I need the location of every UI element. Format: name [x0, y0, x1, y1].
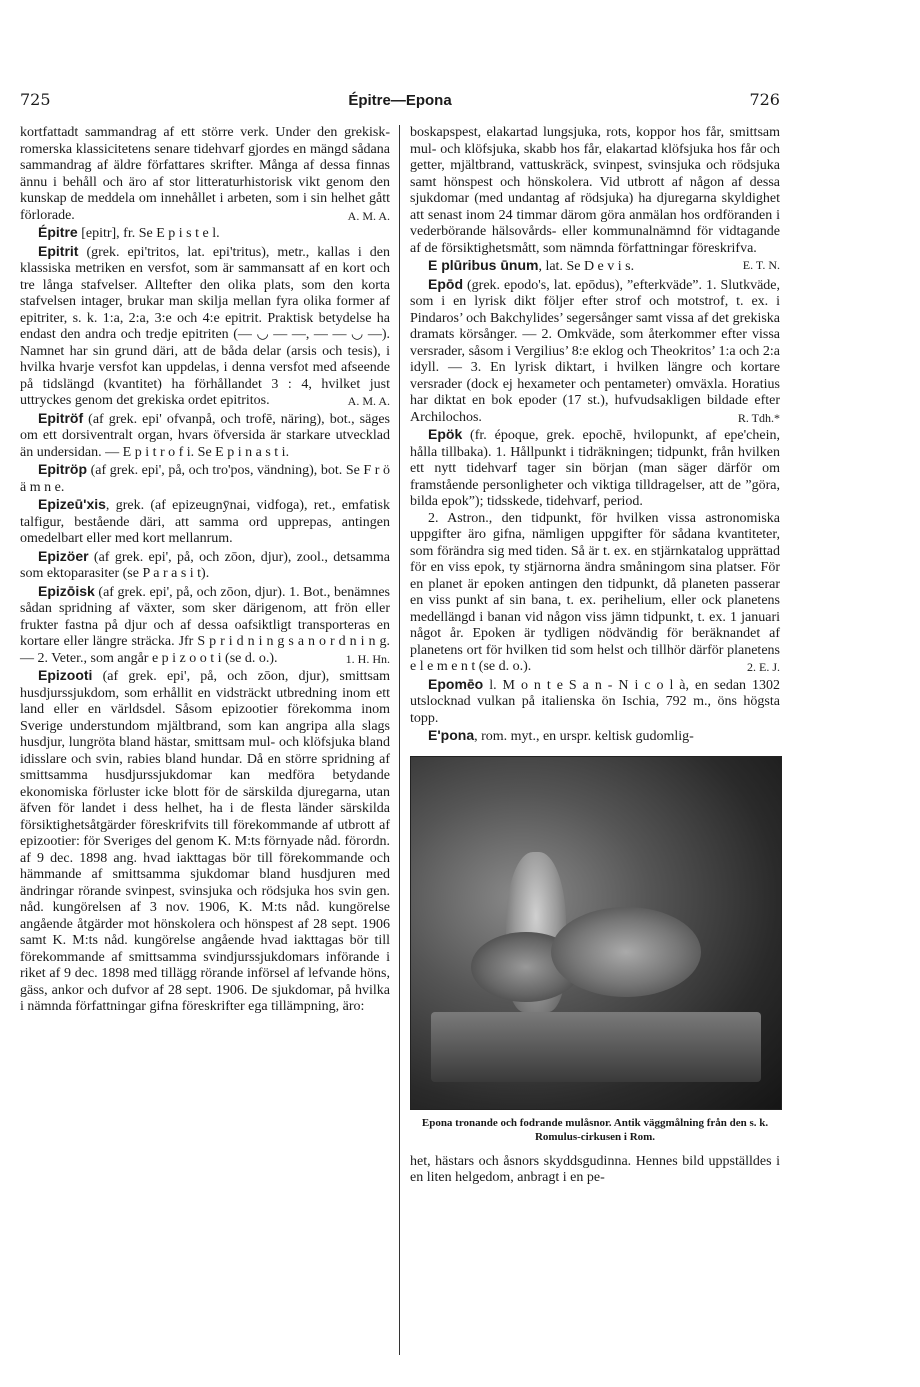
entry-epizooti [20, 667, 390, 1016]
mule-right [551, 907, 701, 997]
entry-text: kortfattadt sammandrag af ett större verk. Under den grekisk-romerska klassicitetens senare tidehvarf gjordes en mängd sådana sammandrag af äldre författares skrifter. Många af dessa finnas ännu i behåll och äro af stor litteraturhistorisk vikt genom den kunskap de meddela om innehållet i arbeten, som i sin helhet gått förlorade. [20, 125, 390, 223]
throne-base [431, 1012, 761, 1082]
left-column [20, 125, 390, 1016]
entry-text: , grek. (af epizeugnȳnai, vidfoga), ret., emfatisk talfigur, bestående däri, att samma ord upprepas, antingen omedelbart eller med kort mellanrum. [20, 498, 390, 546]
author-signature: E. T. N. [742, 258, 780, 272]
headword: Epomēo [428, 675, 484, 692]
page-header [20, 90, 780, 112]
entry-text: (af grek. epi' ofvanpå, och trofē, näring), bot., säges om ett dorsiventralt organ, hvars öfversida är starkare utvecklad än undersidan. — E p i t r o f i. Se E p i n a s t i. [20, 411, 390, 460]
epona-illustration [410, 756, 782, 1110]
entry-epod [410, 276, 780, 427]
entry-epona-continued [410, 1154, 780, 1187]
entry-epok-astron [410, 511, 780, 676]
entry-text: (af grek. epi', på, och zōon, djur), zool., detsamma som ektoparasiter (se P a r a s i t). [20, 549, 390, 581]
right-column [410, 125, 780, 1187]
headword: Epitrit [38, 242, 79, 259]
entry-text: (fr. époque, grek. epochē, hvilopunkt, af epe'chein, hålla tillbaka). 1. Hållpunkt i tidräkningen; tidpunkt, från hvilken ett nytt tidehvarf tager sin början (man säger därför om framstående personligheter och viktiga tilldragelser, att de ”göra, bilda epok”); tidsskede, tidehvarf, period. [410, 428, 780, 509]
entry-epitrit [20, 243, 390, 410]
entry-epitrof [20, 410, 390, 462]
entry-epizoer [20, 548, 390, 583]
entry-epok [410, 426, 780, 511]
entry-epizeuxis [20, 496, 390, 548]
entry-text: (af grek. epi', på, och zōon, djur). 1. Bot., benämnes sådan spridning af växter, som sker därigenom, att frön eller frukter fastna på djur och af dessa oafsiktligt transporteras en kortare eller längre sträcka. Jfr S p r i d n i n g s a n o r d n i n g. — 2. Veter., som angår e p i z o o t i (se d. o.). [20, 584, 390, 666]
entry-text: boskapspest, elakartad lungsjuka, rots, koppor hos får, smittsam mul- och klöfsjuka, skabb hos får, elakartad klöfsjuka hos får och getter, mjältbrand, vattuskräck, svinpest, svinsjuka och rödsjuka samt hönspest och hönskolera. Vid utbrott af någon af dessa sjukdomar (med undantag af rödsjuka) ha djuregarna skyldighet att senast inom 24 timmar därom göra anmälan hos ordföranden i vederbörande hälsovårds- eller kommunalnämnd för vidtagande af de försiktighetsmått, som nämnda författningar föreskrifva. [410, 125, 780, 256]
author-signature: A. M. A. [347, 208, 390, 223]
headword: Epitröp [38, 461, 87, 477]
entry-text: l. M o n t e S a n - N i c o l à, en sedan 1302 utslocknad vulkan på italienska ön Ischia, 792 m., öns högsta topp. [410, 677, 780, 726]
headword: Epök [428, 426, 463, 442]
entry-epitrop [20, 461, 390, 496]
entry-epitre [20, 224, 390, 243]
page-title: Épitre—Epona [348, 92, 452, 109]
entry-text: 2. Astron., den tidpunkt, för hvilken vissa astronomiska uppgifter äro gifna, nämligen uppgifter för sådana kvantiteter, som förändra sig med tiden. Så är t. ex. en stjärnkatalog upprättad för en viss epok, ty stjärnorna ändra småningom sina platser. För en planet är epoken antingen den tidpunkt, då planeten passerar en viss punkt af sin bana, t. ex. perihelium, eller ock planetens medellängd i banan vid någon viss jämn tidpunkt, t. ex. 1 januari något år. Epoken är tydligen nödvändig för beräknandet af planetens ort för hvilken tid som helst och tillhör därför planetens e l e m e n t (se d. o.). [410, 510, 780, 674]
entry-e-pluribus-unum [410, 257, 780, 276]
headword: Epōd [428, 275, 463, 292]
headword: E plūribus ūnum [428, 257, 539, 273]
entry-text: het, hästars och åsnors skyddsgudinna. Hennes bild uppställdes i en liten helgedom, anbragt i en pe- [410, 1153, 780, 1185]
entry-text: (grek. epodo's, lat. epōdus), ”efterkväde”. 1. Slutkväde, som i en lyrisk dikt följer efter strof och motstrof, t. ex. i Pindaros’ och Bakchylides’ segersånger samt vissa af det grekiska dramats körsånger. — 2. Omkväde, som återkommer efter vissa versrader, såsom i Vergilius’ 8:e eklog och Theokritos’ 1:a och 2:a idyll. — 3. En lyrisk diktart, i hvilken längre och kortare versrader (dock ej hexameter och pentameter) omväxla. Horatius har diktat en bok epoder (17 st.), hufvudsakligen bildade efter Archilochos. [410, 277, 780, 425]
author-signature: 2. E. J. [747, 660, 780, 674]
headword: Epizooti [38, 667, 93, 683]
entry-epitome-continued [20, 125, 390, 224]
column-divider [399, 125, 400, 1355]
entry-text: , rom. myt., en urspr. keltisk gudomlig- [474, 729, 694, 744]
entry-text: [epitr], fr. Se E p i s t e l. [77, 226, 220, 241]
headword: Epizöer [38, 547, 89, 564]
entry-text: (af grek. epi', på, och zōon, djur), smittsam husdjurssjukdom, som erhållit en vidsträckt utbredning inom ett land eller en världsdel. Såsom epizootier förekomma inom Sverige understundom mjältbrand, som kan angripa alla slags husdjur, lungröta bland hästar, smittsam mul- och klöfsjuka bland idisslare och svin, rabies bland hundar. Då en större spridning af smittsamma husdjurssjukdomar kan medföra betydande ekonomiska förluster icke blott för de särskilda djuregarna, utan äfven för landet i dess helhet, ha i de flesta länder särskilda försiktighetsåtgärder föreskrifvits till förekommande af utbrott af epizootier: för Sveriges del genom K. M:ts förnyade nåd. förordn. af 9 dec. 1898 ang. hvad iakttagas bör till förekommande och hämmande af smittsamma sjukdomar bland husdjuren med ändringar rörande svinpest, svinsjuka och rödsjuka hos svin gen. nåd. kungörelsen af 3 nov. 1906, K. M:ts nåd. kungörelse angående åtgärder mot hönskolera och hönspest af 28 sept. 1906 samt K. M:ts nåd. kungörelse angående hvad iakttagas bör till förekommande af smittsamma svindjurssjukdomars införande i riket af 9 dec. 1898 med tillägg rörande införsel af lefvande höns, gäss, ankor och dufvor af 28 sept. 1906. De sjukdomar, på hvilka i nämnda författningar gifna föreskrifter ega tillämpning, äro: [20, 669, 390, 1014]
page-number-right: 726 [749, 90, 780, 109]
headword: Epizeū'xis [38, 496, 106, 512]
entry-epomeo [410, 676, 780, 728]
entry-text: , lat. Se D e v i s. [538, 259, 635, 274]
headword: E'pona [428, 727, 475, 743]
illustration-caption: Epona tronande och fodrande mulåsnor. Antik väggmålning från den s. k. Romulus-cirkusen i Rom. [421, 1116, 769, 1143]
headword: Épitre [38, 224, 78, 240]
author-signature: A. M. A. [347, 394, 390, 408]
entry-text: (af grek. epi', på, och tro'pos, vändning), bot. Se F r ö ä m n e. [20, 463, 390, 495]
entry-epizoisk [20, 583, 390, 668]
author-signature: 1. H. Hn. [345, 651, 390, 666]
entry-epona [410, 727, 780, 746]
author-signature: R. Tdh.* [737, 410, 780, 425]
headword: Epizōisk [38, 582, 95, 599]
entry-text: (grek. epi'tritos, lat. epi'tritus), metr., kallas i den klassiska metriken en versfot, som är sammansatt af en kort och tre långa stafvelser. Alltefter den olika plats, som den korta stafvelsen intager, brukar man skilja mellan fyra olika former af epitriter, s. k. 1:a, 2:a, 3:e och 4:e epitrit. Praktisk betydelse ha endast den andra och tredje epitriten (— ◡ — —, — — ◡ —). Namnet har sin grund däri, att de båda delar (arsis och tesis), i hvilka hvarje versfot kan uppdelas, i denna versfot med afseende på tidslängd (kvantitet) ha förhållandet 3 : 4, hvilket just uttryckes genom det grekiska ordet epitritos. [20, 244, 390, 408]
page-number-left: 725 [20, 90, 51, 109]
headword: Epitröf [38, 409, 84, 426]
